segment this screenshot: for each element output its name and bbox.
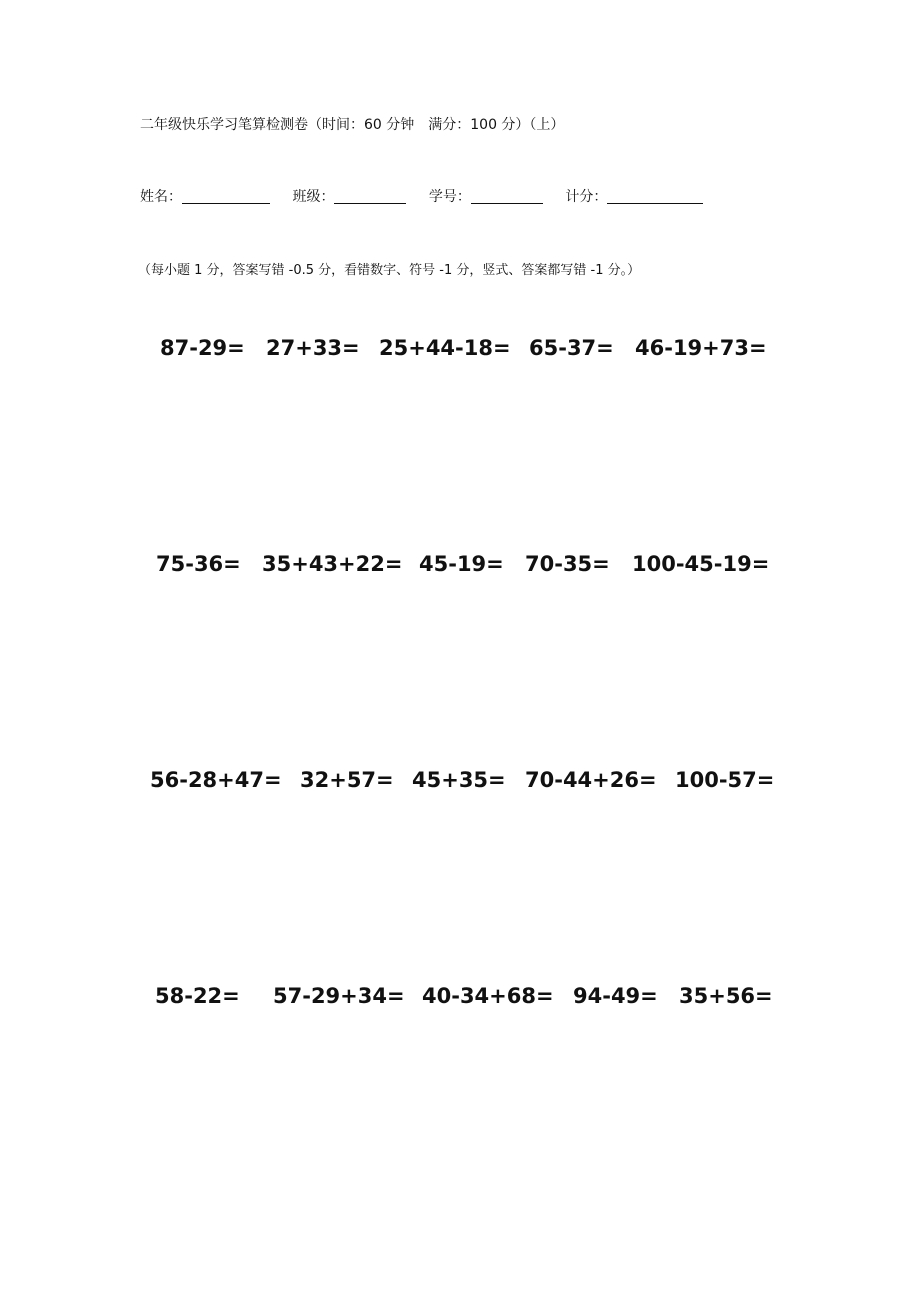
problem: 35+43+22=: [262, 552, 403, 576]
score-field: [565, 186, 703, 206]
problem: 45+35=: [412, 768, 506, 792]
problem: 94-49=: [573, 984, 658, 1008]
class-field: [292, 186, 406, 206]
worksheet-title: 二年级快乐学习笔算检测卷（时间：60 分钟 满分：100 分）（上）: [140, 117, 565, 133]
problem: 70-44+26=: [525, 768, 657, 792]
problem: 87-29=: [160, 336, 245, 360]
problem: 65-37=: [529, 336, 614, 360]
class-blank[interactable]: [334, 189, 406, 204]
problem: 58-22=: [155, 984, 240, 1008]
problem: 45-19=: [419, 552, 504, 576]
problem: 56-28+47=: [150, 768, 282, 792]
name-blank[interactable]: [182, 189, 270, 204]
problem: 27+33=: [266, 336, 360, 360]
problem: 32+57=: [300, 768, 394, 792]
name-label: 姓名：: [140, 189, 182, 205]
student-info-line: [140, 186, 721, 206]
problem: 46-19+73=: [635, 336, 767, 360]
problem: 57-29+34=: [273, 984, 405, 1008]
problem: 100-57=: [675, 768, 775, 792]
scoring-note: （每小题 1 分，答案写错 -0.5 分，看错数字、符号 -1 分，竖式、答案都写错 -1 分。）: [138, 263, 641, 278]
problem: 70-35=: [525, 552, 610, 576]
student-number-blank[interactable]: [471, 189, 543, 204]
score-label: 计分：: [565, 189, 608, 205]
score-blank[interactable]: [607, 189, 703, 204]
problem: 40-34+68=: [422, 984, 554, 1008]
name-field: [140, 186, 270, 206]
student-number-field: [429, 186, 543, 206]
problem: 25+44-18=: [379, 336, 511, 360]
problem: 35+56=: [679, 984, 773, 1008]
class-label: 班级：: [292, 189, 335, 205]
problem: 100-45-19=: [632, 552, 770, 576]
problem: 75-36=: [156, 552, 241, 576]
student-number-label: 学号：: [428, 189, 471, 205]
